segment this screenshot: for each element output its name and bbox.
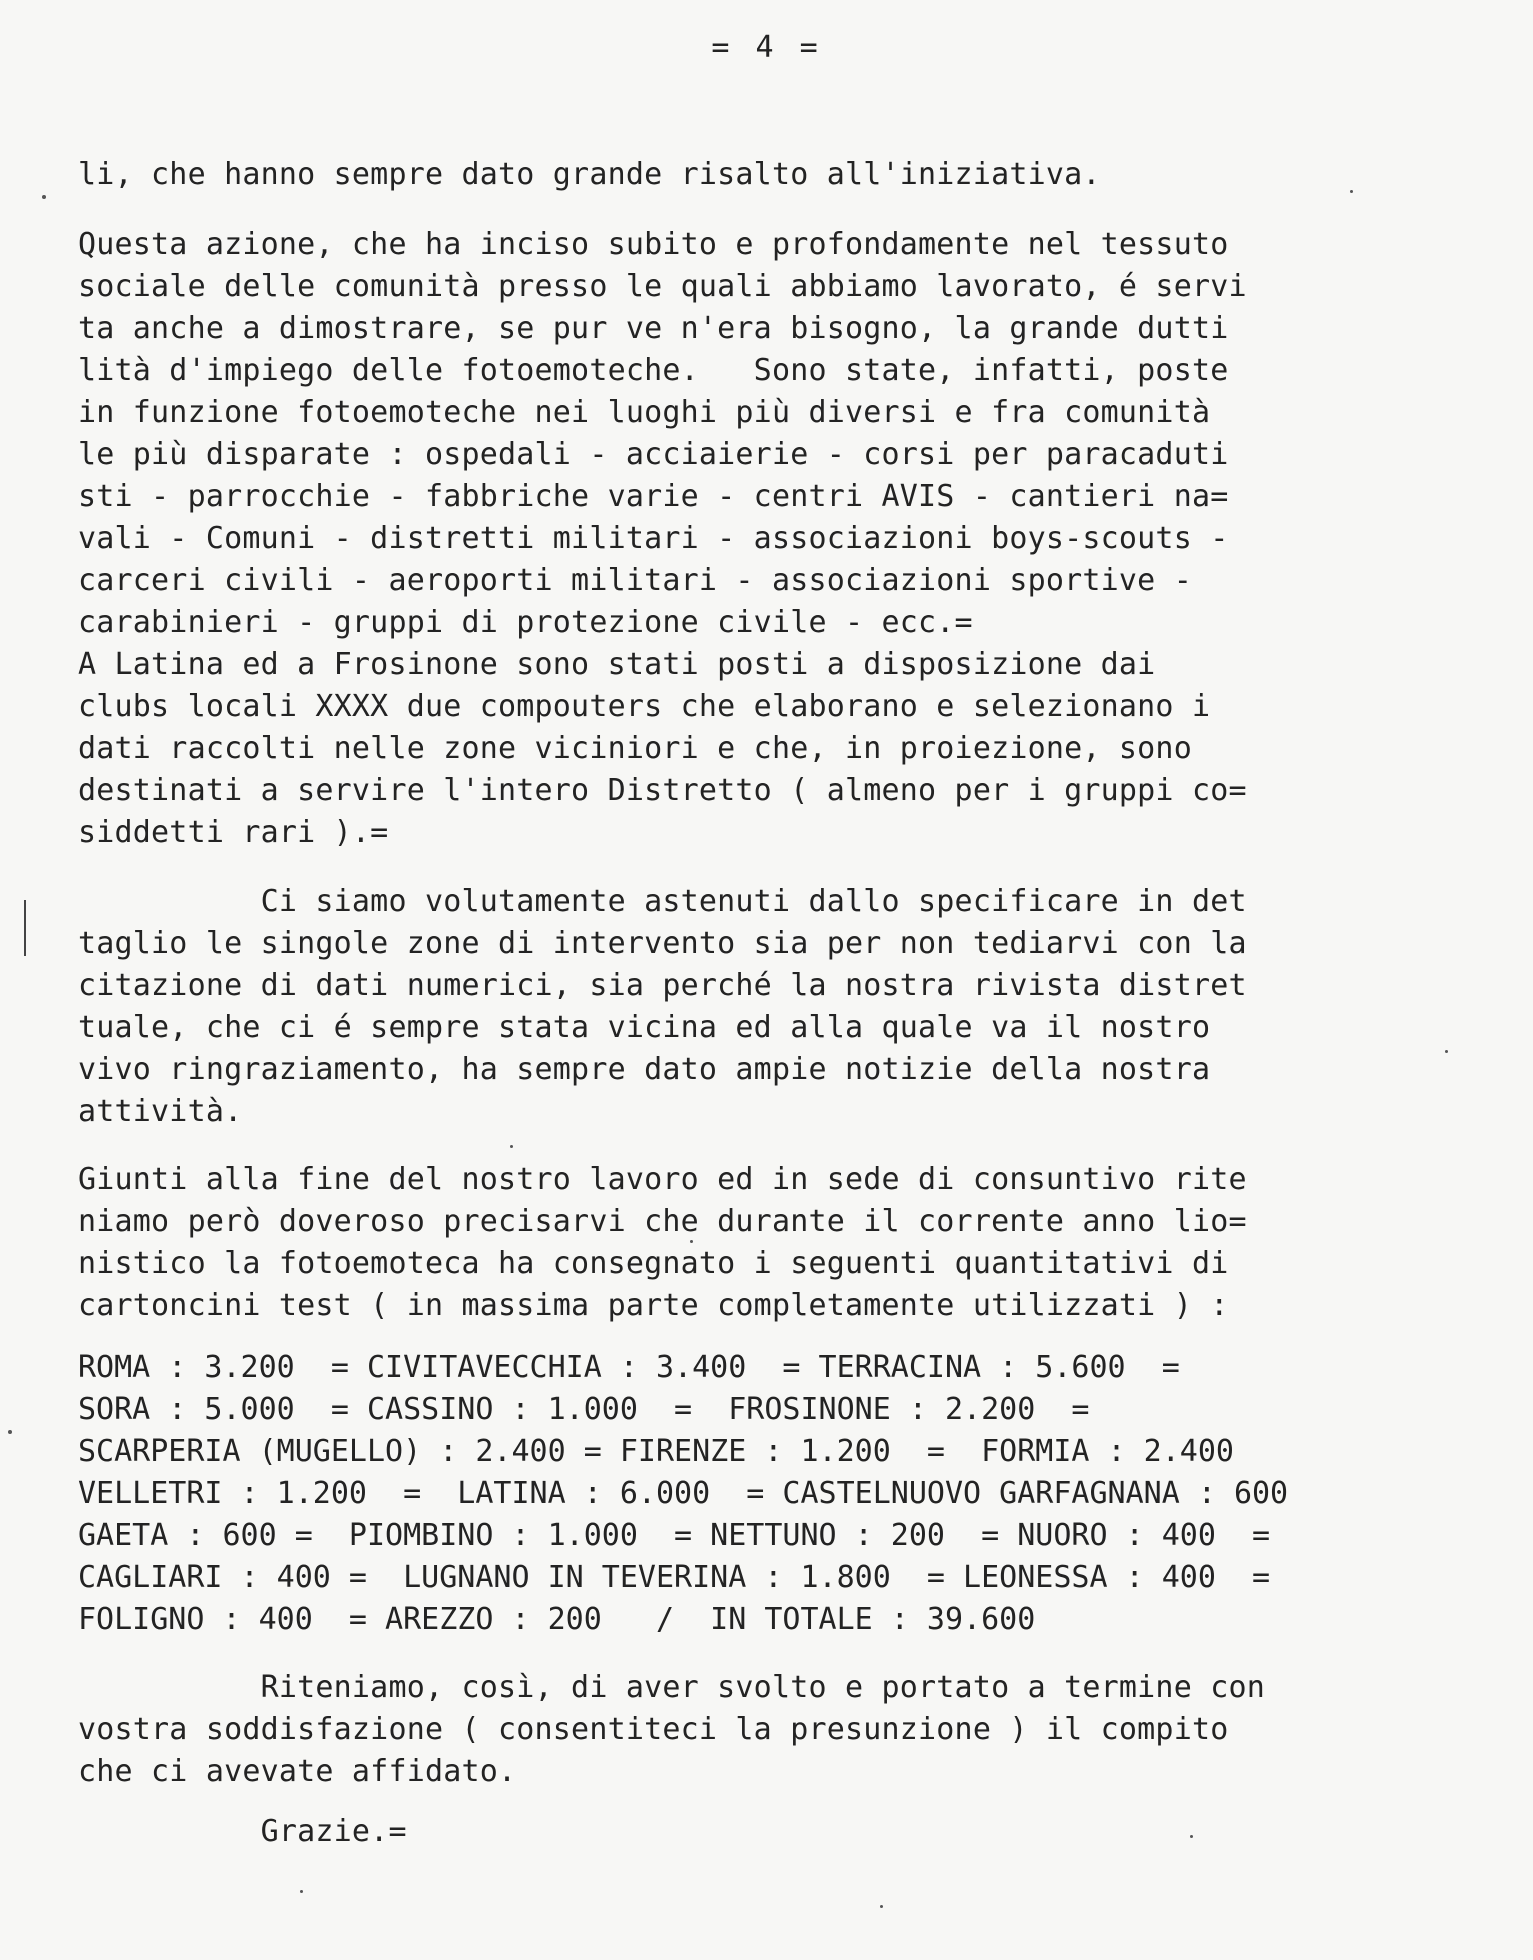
text-line: attività. (78, 1094, 243, 1129)
text-line: vivo ringraziamento, ha sempre dato ampie notizie della nostra (78, 1052, 1211, 1087)
text-line: ta anche a dimostrare, se pur ve n'era bisogno, la grande dutti (78, 311, 1229, 346)
text-line: niamo però doveroso precisarvi che durante il corrente anno lio= (78, 1204, 1247, 1239)
text-line: Questa azione, che ha inciso subito e profondamente nel tessuto (78, 227, 1229, 262)
text-line: citazione di dati numerici, sia perché la nostra rivista distret (78, 968, 1247, 1003)
text-line: taglio le singole zone di intervento sia per non tediarvi con la (78, 926, 1247, 961)
text-line: vali - Comuni - distretti militari - associazioni boys-scouts - (78, 521, 1229, 556)
text-line: sociale delle comunità presso le quali abbiamo lavorato, é servi (78, 269, 1247, 304)
text-line: carceri civili - aeroporti militari - associazioni sportive - (78, 563, 1192, 598)
text-line: lità d'impiego delle fotoemoteche. Sono state, infatti, poste (78, 353, 1229, 388)
scan-speck (1190, 1835, 1193, 1838)
signoff: Grazie.= (78, 1814, 407, 1849)
scan-speck (510, 1145, 513, 1148)
margin-mark (24, 900, 26, 956)
text-line: A Latina ed a Frosinone sono stati posti a disposizione dai (78, 647, 1156, 682)
text-line: Riteniamo, così, di aver svolto e portato a termine con (78, 1670, 1265, 1705)
text-line: cartoncini test ( in massima parte completamente utilizzati ) : (78, 1288, 1229, 1323)
text-line: carabinieri - gruppi di protezione civile - ecc.= (78, 605, 973, 640)
scan-speck (880, 1905, 883, 1908)
text-line: li, che hanno sempre dato grande risalto all'iniziativa. (78, 157, 1101, 192)
text-line: destinati a servire l'intero Distretto ( almeno per i gruppi co= (78, 773, 1247, 808)
text-line: sti - parrocchie - fabbriche varie - centri AVIS - cantieri na= (78, 479, 1229, 514)
text-line: che ci avevate affidato. (78, 1754, 517, 1789)
stats-line: SORA : 5.000 = CASSINO : 1.000 = FROSINONE : 2.200 = (78, 1392, 1090, 1427)
scan-speck (1350, 190, 1353, 193)
stats-line: ROMA : 3.200 = CIVITAVECCHIA : 3.400 = TERRACINA : 5.600 = (78, 1350, 1180, 1385)
text-line: clubs locali XXXX due compouters che elaborano e selezionano i (78, 689, 1211, 724)
text-line: Giunti alla fine del nostro lavoro ed in sede di consuntivo rite (78, 1162, 1247, 1197)
scan-speck (690, 1240, 693, 1243)
scan-speck (300, 1890, 303, 1893)
stats-line: SCARPERIA (MUGELLO) : 2.400 = FIRENZE : 1.200 = FORMIA : 2.400 (78, 1434, 1234, 1469)
text-line: dati raccolti nelle zone viciniori e che, in proiezione, sono (78, 731, 1192, 766)
scan-speck (1445, 1050, 1448, 1053)
text-line: Ci siamo volutamente astenuti dallo specificare in det (78, 884, 1247, 919)
stats-line: CAGLIARI : 400 = LUGNANO IN TEVERINA : 1.800 = LEONESSA : 400 = (78, 1560, 1271, 1595)
text-line: in funzione fotoemoteche nei luoghi più diversi e fra comunità (78, 395, 1211, 430)
page-number: = 4 = (711, 30, 822, 65)
scan-speck (8, 1430, 12, 1434)
scan-speck (42, 195, 46, 199)
text-line: nistico la fotoemoteca ha consegnato i seguenti quantitativi di (78, 1246, 1229, 1281)
stats-line: GAETA : 600 = PIOMBINO : 1.000 = NETTUNO : 200 = NUORO : 400 = (78, 1518, 1271, 1553)
stats-line: VELLETRI : 1.200 = LATINA : 6.000 = CASTELNUOVO GARFAGNANA : 600 (78, 1476, 1289, 1511)
text-line: le più disparate : ospedali - acciaierie - corsi per paracaduti (78, 437, 1229, 472)
text-line: vostra soddisfazione ( consentiteci la presunzione ) il compito (78, 1712, 1229, 1747)
stats-line: FOLIGNO : 400 = AREZZO : 200 / IN TOTALE : 39.600 (78, 1602, 1036, 1637)
text-line: siddetti rari ).= (78, 815, 389, 850)
text-line: tuale, che ci é sempre stata vicina ed alla quale va il nostro (78, 1010, 1211, 1045)
